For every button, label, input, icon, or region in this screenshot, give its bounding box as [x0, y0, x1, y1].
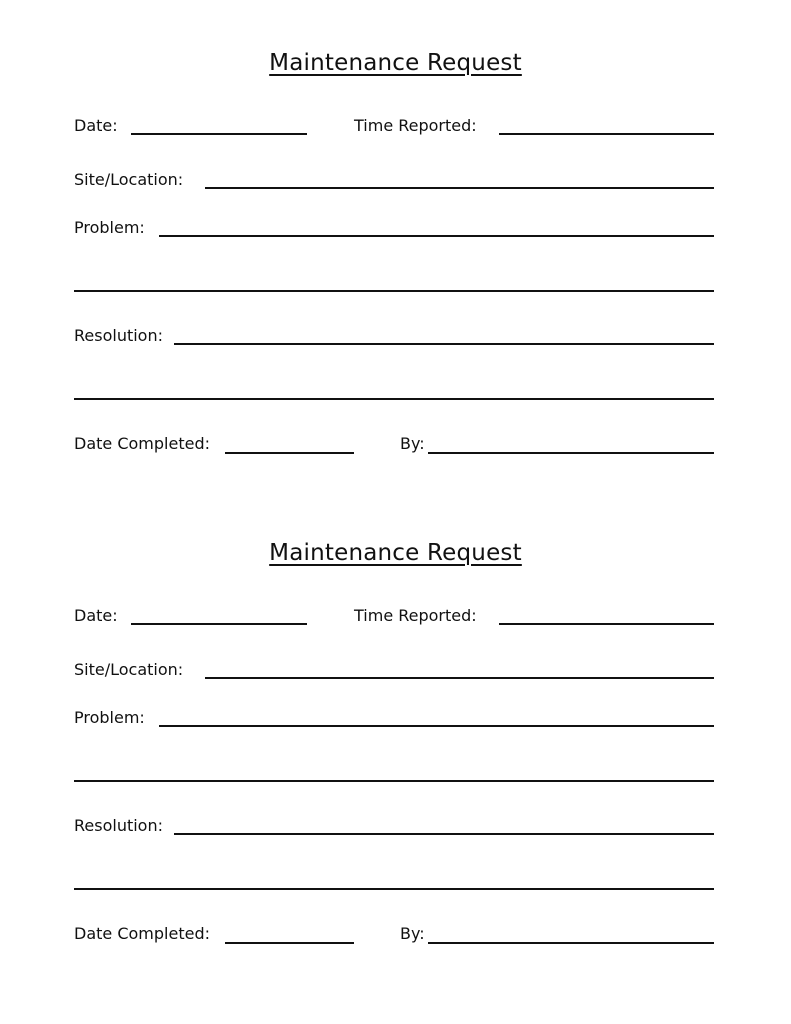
problem-label: Problem:	[74, 218, 145, 237]
resolution-field-line-1[interactable]	[174, 833, 714, 835]
date-completed-field-line[interactable]	[225, 452, 354, 454]
date-completed-field-line[interactable]	[225, 942, 354, 944]
maintenance-request-form-2	[0, 490, 791, 1002]
site-location-field-line[interactable]	[205, 677, 714, 679]
date-field-line[interactable]	[131, 133, 307, 135]
time-reported-field-line[interactable]	[499, 133, 714, 135]
resolution-label: Resolution:	[74, 816, 163, 835]
by-field-line[interactable]	[428, 942, 714, 944]
form-title: Maintenance Request	[269, 540, 522, 566]
resolution-field-line-2[interactable]	[74, 398, 714, 400]
time-reported-label: Time Reported:	[354, 606, 477, 625]
form-title: Maintenance Request	[269, 50, 522, 76]
problem-field-line-2[interactable]	[74, 780, 714, 782]
site-location-field-line[interactable]	[205, 187, 714, 189]
date-label: Date:	[74, 606, 118, 625]
date-completed-label: Date Completed:	[74, 434, 210, 453]
by-label: By:	[400, 434, 425, 453]
site-location-label: Site/Location:	[74, 660, 184, 679]
by-field-line[interactable]	[428, 452, 714, 454]
time-reported-field-line[interactable]	[499, 623, 714, 625]
problem-field-line-1[interactable]	[159, 235, 714, 237]
site-location-label: Site/Location:	[74, 170, 184, 189]
problem-field-line-2[interactable]	[74, 290, 714, 292]
problem-field-line-1[interactable]	[159, 725, 714, 727]
by-label: By:	[400, 924, 425, 943]
date-field-line[interactable]	[131, 623, 307, 625]
resolution-field-line-2[interactable]	[74, 888, 714, 890]
date-completed-label: Date Completed:	[74, 924, 210, 943]
resolution-label: Resolution:	[74, 326, 163, 345]
problem-label: Problem:	[74, 708, 145, 727]
time-reported-label: Time Reported:	[354, 116, 477, 135]
resolution-field-line-1[interactable]	[174, 343, 714, 345]
date-label: Date:	[74, 116, 118, 135]
